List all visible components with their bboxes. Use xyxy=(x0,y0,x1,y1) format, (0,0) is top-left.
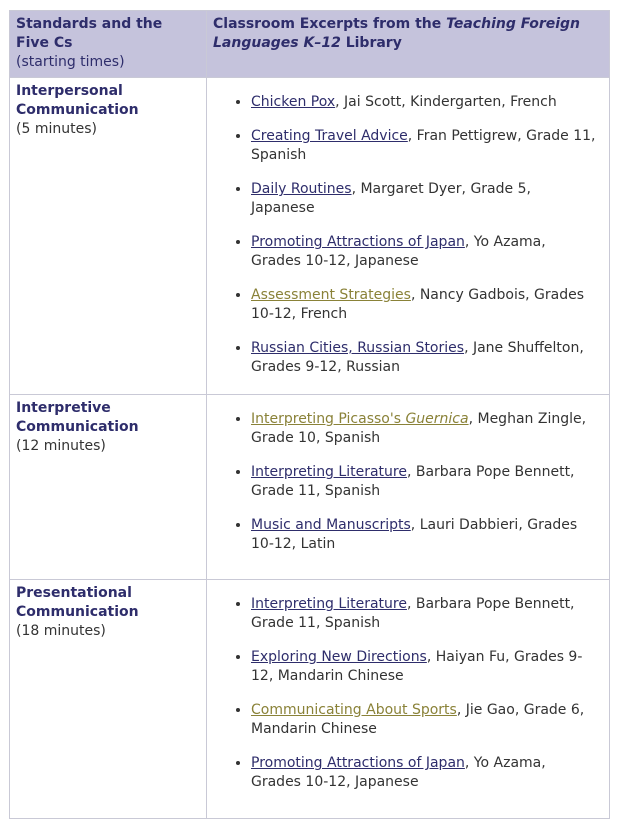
list-item xyxy=(251,233,597,271)
standard-time: (5 minutes) xyxy=(16,121,97,137)
excerpt-details: , Fran Pettigrew, Grade 11, Spanish xyxy=(251,128,596,163)
excerpt-link[interactable]: Exploring New Directions xyxy=(251,649,427,665)
list-item xyxy=(251,180,597,218)
standard-time: (12 minutes) xyxy=(16,438,106,454)
table-row xyxy=(10,395,610,580)
excerpt-list xyxy=(231,410,597,554)
standard-cell xyxy=(10,580,207,819)
excerpt-details: , Yo Azama, Grades 10-12, Japanese xyxy=(251,234,546,269)
excerpt-link[interactable]: Chicken Pox xyxy=(251,94,336,110)
list-item xyxy=(251,463,597,501)
standard-cell xyxy=(10,78,207,395)
excerpt-link[interactable]: Communicating About Sports xyxy=(251,702,457,718)
excerpt-details: , Barbara Pope Bennett, Grade 11, Spanish xyxy=(251,464,575,499)
excerpt-list xyxy=(231,595,597,792)
list-item xyxy=(251,701,597,739)
excerpt-link[interactable]: Interpreting Literature xyxy=(251,596,407,612)
library-table xyxy=(9,10,610,819)
excerpt-link[interactable]: Interpreting Literature xyxy=(251,464,407,480)
header-standards-subtitle: (starting times) xyxy=(16,54,125,70)
excerpts-cell xyxy=(207,580,610,819)
excerpt-list xyxy=(231,93,597,377)
list-item xyxy=(251,127,597,165)
excerpts-cell xyxy=(207,78,610,395)
table-row xyxy=(10,580,610,819)
excerpt-details: , Nancy Gadbois, Grades 10-12, French xyxy=(251,287,585,322)
excerpt-details: , Jie Gao, Grade 6, Mandarin Chinese xyxy=(251,702,585,737)
excerpt-link[interactable] xyxy=(251,411,469,427)
list-item xyxy=(251,410,597,448)
table-header-row xyxy=(10,11,610,78)
list-item xyxy=(251,595,597,633)
header-excerpts xyxy=(207,11,610,78)
excerpt-link[interactable]: Creating Travel Advice xyxy=(251,128,408,144)
standard-time: (18 minutes) xyxy=(16,623,106,639)
standard-title: Interpersonal Communication xyxy=(16,83,139,118)
table-row xyxy=(10,78,610,395)
excerpt-details: , Lauri Dabbieri, Grades 10-12, Latin xyxy=(251,517,578,552)
excerpt-link-text: Interpreting Picasso's xyxy=(251,411,406,427)
excerpt-link[interactable]: Music and Manuscripts xyxy=(251,517,411,533)
excerpt-details: , Jai Scott, Kindergarten, French xyxy=(335,94,557,110)
excerpt-link[interactable]: Russian Cities, Russian Stories xyxy=(251,340,465,356)
excerpt-link-italic: Guernica xyxy=(405,411,469,427)
list-item xyxy=(251,754,597,792)
list-item xyxy=(251,516,597,554)
standard-title: Presentational Communication xyxy=(16,585,139,620)
excerpt-link[interactable]: Promoting Attractions of Japan xyxy=(251,234,465,250)
excerpt-details: , Meghan Zingle, Grade 10, Spanish xyxy=(251,411,587,446)
excerpt-details: , Barbara Pope Bennett, Grade 11, Spanish xyxy=(251,596,575,631)
list-item xyxy=(251,339,597,377)
standard-title: Interpretive Communication xyxy=(16,400,139,435)
header-excerpts-library-name: Teaching Foreign Languages K–12 xyxy=(213,16,581,51)
header-excerpts-suffix: Library xyxy=(340,35,402,51)
excerpt-details: , Margaret Dyer, Grade 5, Japanese xyxy=(251,181,531,216)
header-standards xyxy=(10,11,207,78)
excerpts-cell xyxy=(207,395,610,580)
header-standards-title: Standards and the Five Cs xyxy=(16,16,163,51)
list-item xyxy=(251,93,597,112)
excerpt-link[interactable]: Daily Routines xyxy=(251,181,352,197)
excerpt-link[interactable]: Assessment Strategies xyxy=(251,287,411,303)
excerpt-details: , Yo Azama, Grades 10-12, Japanese xyxy=(251,755,546,790)
excerpt-link[interactable]: Promoting Attractions of Japan xyxy=(251,755,465,771)
excerpt-details: , Haiyan Fu, Grades 9-12, Mandarin Chinese xyxy=(251,649,583,684)
standard-cell xyxy=(10,395,207,580)
list-item xyxy=(251,648,597,686)
excerpt-details: , Jane Shuffelton, Grades 9-12, Russian xyxy=(251,340,584,375)
header-excerpts-prefix: Classroom Excerpts from the xyxy=(213,16,447,32)
list-item xyxy=(251,286,597,324)
